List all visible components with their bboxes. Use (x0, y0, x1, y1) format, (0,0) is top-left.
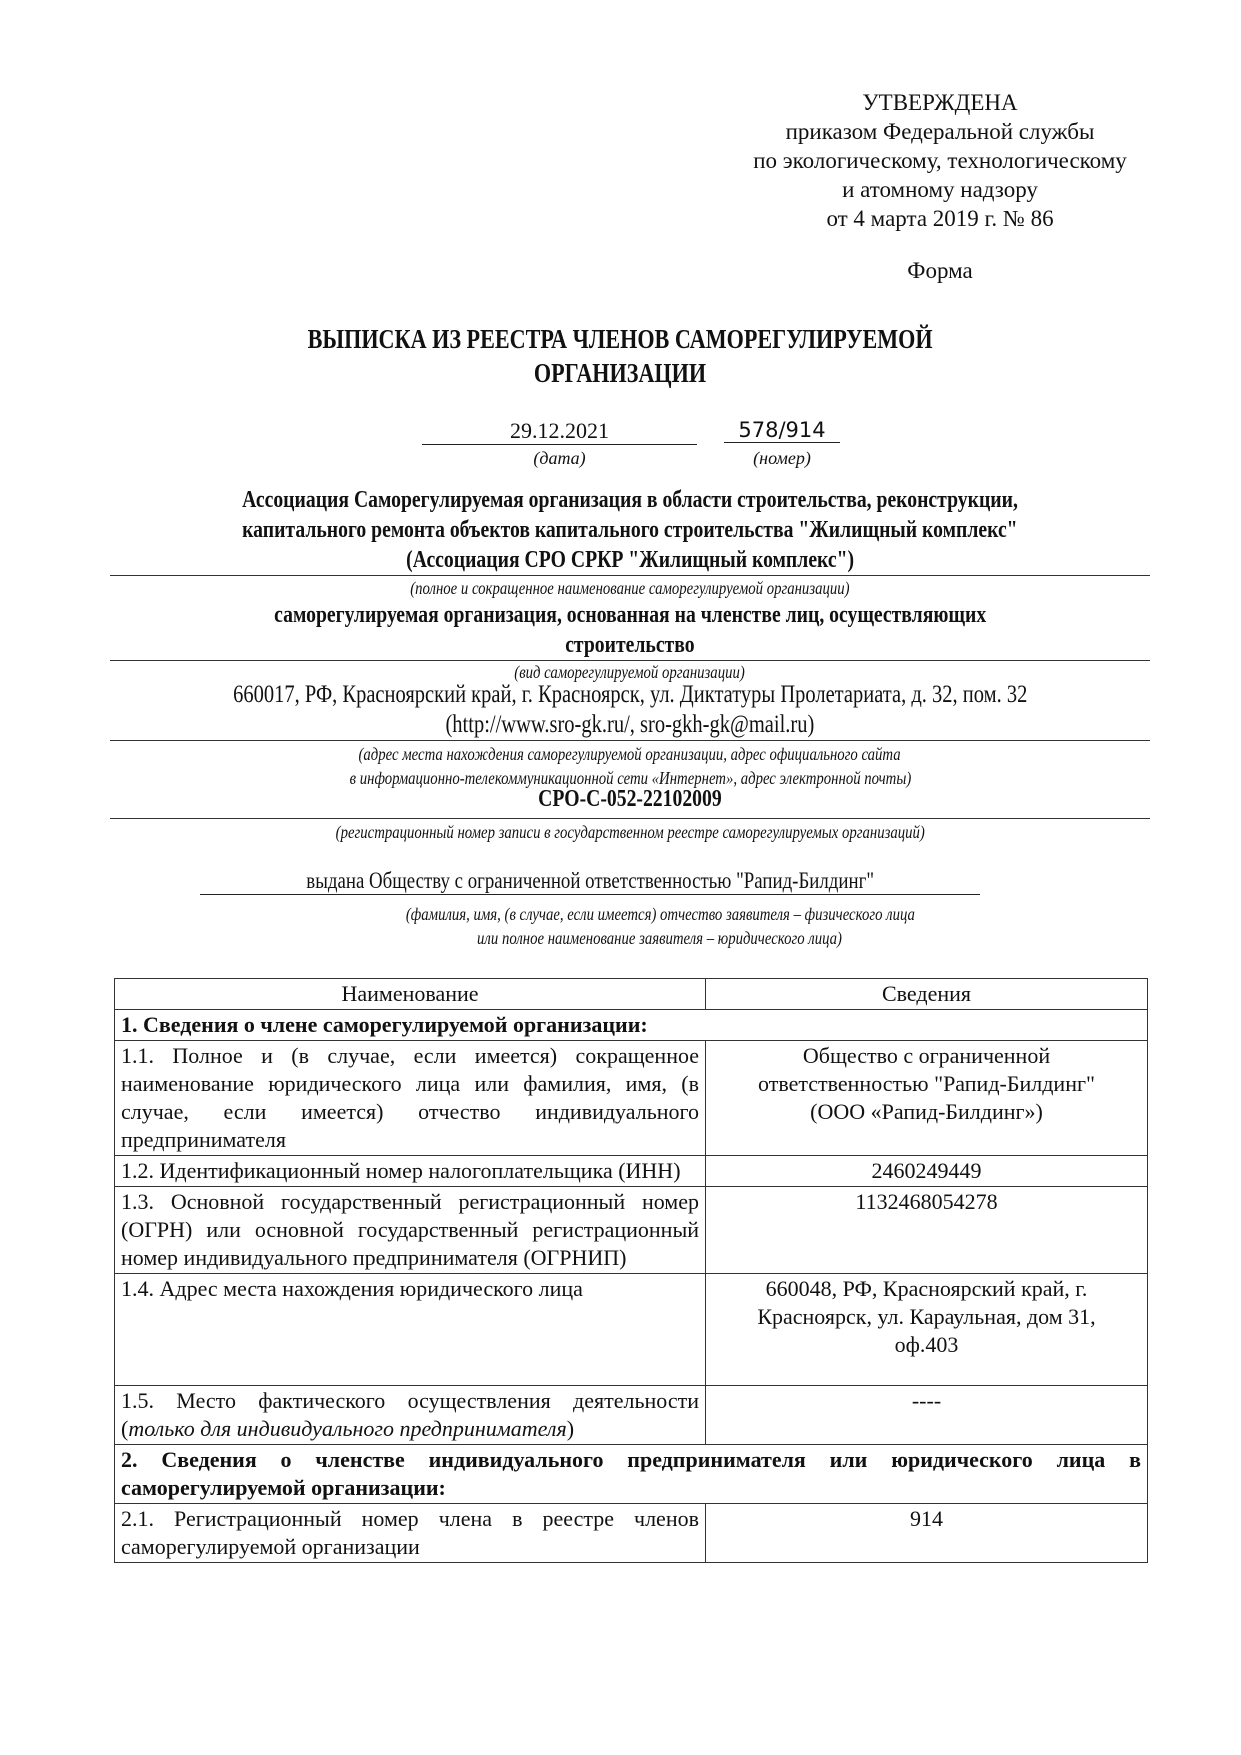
header-cell: Сведения (706, 979, 1148, 1010)
approval-line: от 4 марта 2019 г. № 86 (826, 206, 1054, 231)
row-value: 1132468054278 (706, 1187, 1148, 1274)
sro-kind-line: строительство (565, 632, 695, 658)
form-label: Форма (907, 258, 973, 283)
number-caption: (номер) (753, 448, 811, 468)
approval-line: УТВЕРЖДЕНА (862, 90, 1018, 115)
table-header-row (115, 979, 1148, 1010)
sro-address-line: 660017, РФ, Красноярский край, г. Красноярск, ул. Диктатуры Пролетариата, д. 32, пом. 32 (232, 681, 1028, 708)
document-title (120, 322, 1120, 390)
row-label: 2.1. Регистрационный номер члена в реестре членов саморегулируемой организации (115, 1504, 706, 1563)
sro-kind-caption: (вид саморегулируемой организации) (514, 662, 746, 682)
row-label: 1.3. Основной государственный регистрационный номер (ОГРН) или основной государственный регистрационный номер индивидуального предпринимателя (ОГРНИП) (115, 1187, 706, 1274)
sro-name-line: капитального ремонта объектов капитального строительства "Жилищный комплекс" (242, 517, 1018, 543)
section-1-heading: 1. Сведения о члене саморегулируемой организации: (115, 1010, 1148, 1041)
row-value: 660048, РФ, Красноярский край, г. Красноярск, ул. Караульная, дом 31, оф.403 (706, 1274, 1148, 1386)
registry-table (114, 978, 1148, 1563)
table-row (115, 1041, 1148, 1156)
row-value: 914 (706, 1504, 1148, 1563)
row-label: 1.2. Идентификационный номер налогоплательщика (ИНН) (115, 1156, 706, 1187)
table-row (115, 1386, 1148, 1445)
divider (110, 818, 1150, 819)
date-caption: (дата) (533, 448, 586, 468)
approval-block (720, 88, 1160, 233)
approval-line: по экологическому, технологическому (753, 148, 1127, 173)
row-label: 1.4. Адрес места нахождения юридического лица (115, 1274, 706, 1386)
divider (110, 740, 1150, 741)
sro-name (110, 485, 1150, 575)
title-line: ВЫПИСКА ИЗ РЕЕСТРА ЧЛЕНОВ САМОРЕГУЛИРУЕМОЙ (307, 324, 933, 354)
row-value: Общество с ограниченной ответственностью "Рапид-Билдинг" (ООО «Рапид-Билдинг») (706, 1041, 1148, 1156)
sro-kind-line: саморегулируемая организация, основанная на членстве лиц, осуществляющих (273, 602, 987, 628)
sro-reg-number: СРО-С-052-22102009 (538, 786, 722, 812)
title-line: ОРГАНИЗАЦИИ (533, 358, 707, 388)
sro-address-line: (http://www.sro-gk.ru/, sro-gkh-gk@mail.ru) (445, 711, 815, 738)
sro-address (110, 680, 1150, 740)
approval-line: приказом Федеральной службы (785, 119, 1095, 144)
sro-name-line: Ассоциация Саморегулируемая организация в области строительства, реконструкции, (242, 487, 1018, 513)
section-row (115, 1445, 1148, 1504)
sro-address-caption: (адрес места нахождения саморегулируемой организации, адрес официального сайта в информационно-телекоммуникационной сети «Интернет», адрес электронной почты) (349, 744, 911, 788)
sro-name-caption: (полное и сокращенное наименование саморегулируемой организации) (410, 578, 850, 598)
table-row (115, 1504, 1148, 1563)
sro-reg-caption: (регистрационный номер записи в государственном реестре саморегулируемых организаций) (335, 822, 925, 842)
row-label: 1.5. Место фактического осуществления деятельности (только для индивидуального предпринимателя) (115, 1386, 706, 1445)
section-row (115, 1010, 1148, 1041)
sro-name-line: (Ассоциация СРО СРКР "Жилищный комплекс") (406, 547, 854, 573)
row-value: ---- (706, 1386, 1148, 1445)
extract-date: 29.12.2021 (422, 418, 697, 445)
section-2-heading: 2. Сведения о членстве индивидуального предпринимателя или юридического лица в саморегулируемой организации: (115, 1445, 1148, 1504)
table-row (115, 1274, 1148, 1386)
issued-to-caption: (фамилия, имя, (в случае, если имеется) отчество заявителя – физического лица или полное наименование заявителя – юридического лица) (405, 904, 915, 948)
issued-to: выдана Обществу с ограниченной ответственностью "Рапид-Билдинг" (200, 868, 980, 895)
sro-kind (110, 600, 1150, 660)
extract-number: 578/914 (724, 418, 840, 443)
header-cell: Наименование (115, 979, 706, 1010)
table-row (115, 1156, 1148, 1187)
row-value: 2460249449 (706, 1156, 1148, 1187)
approval-line: и атомному надзору (842, 177, 1038, 202)
row-label: 1.1. Полное и (в случае, если имеется) сокращенное наименование юридического лица или фамилия, имя, (в случае, если имеется) отчество индивидуального предпринимателя (115, 1041, 706, 1156)
table-row (115, 1187, 1148, 1274)
